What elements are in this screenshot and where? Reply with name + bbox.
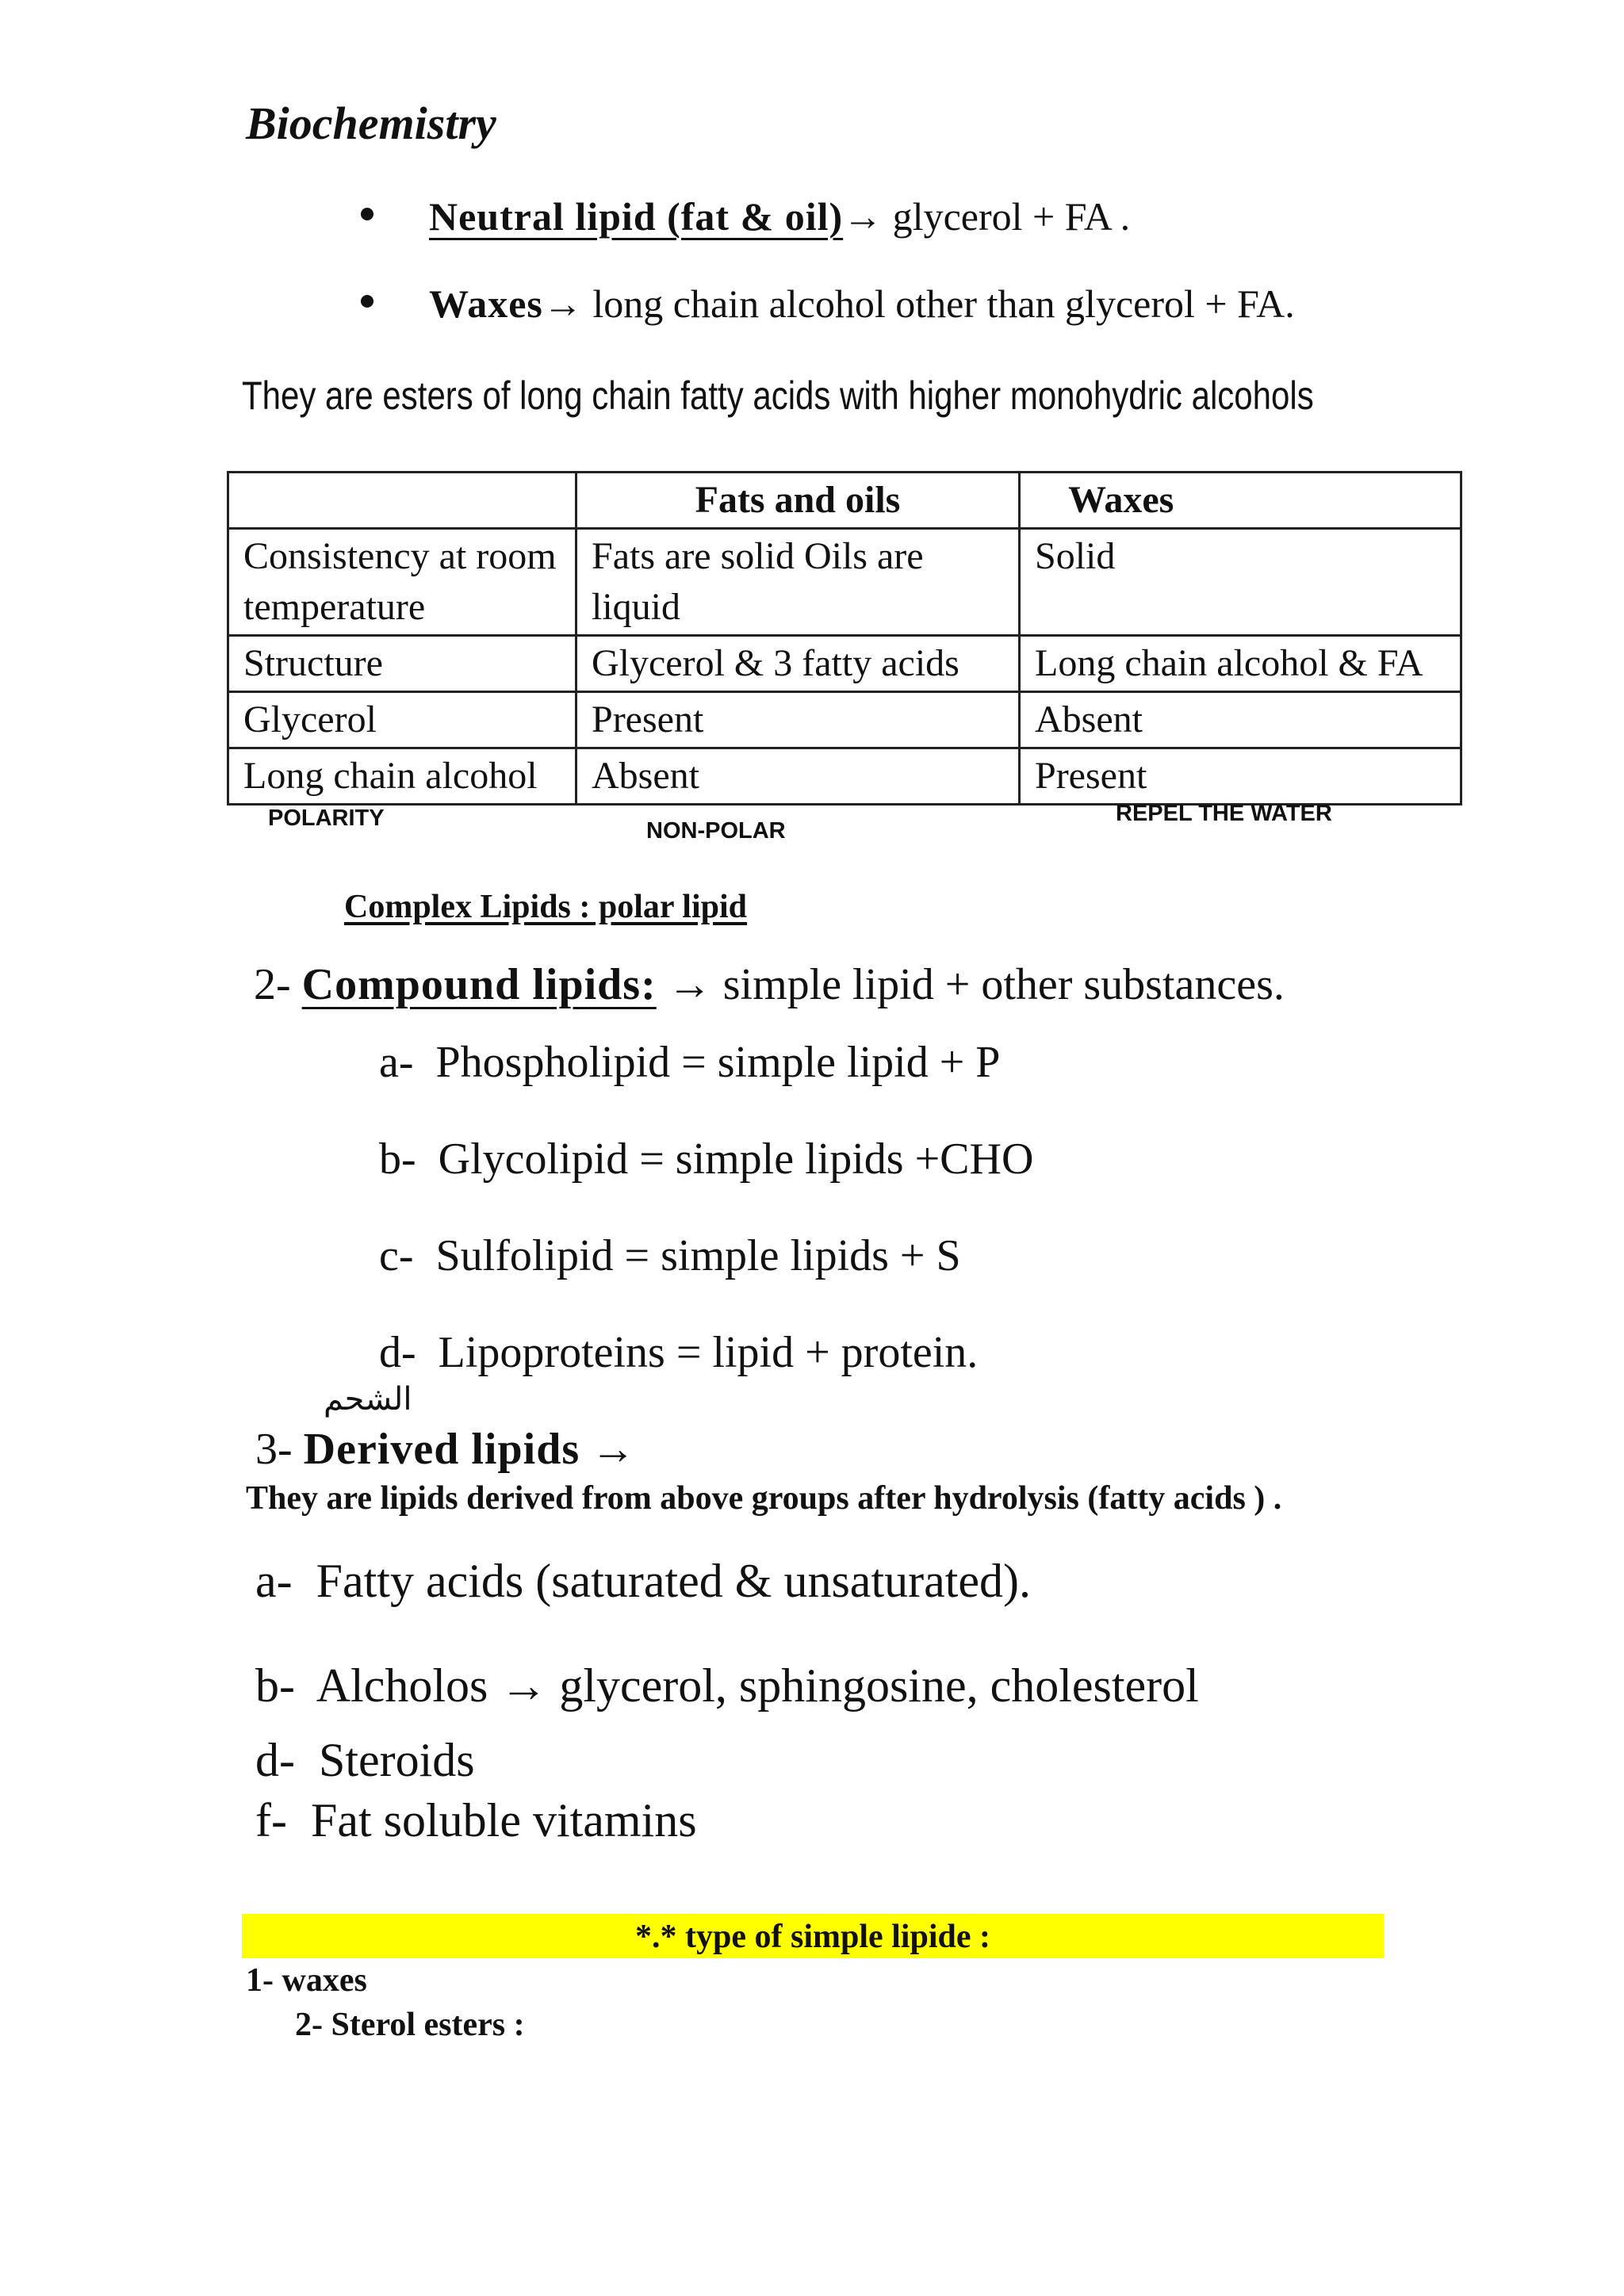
derived-lipids-line <box>255 1424 635 1475</box>
compound-number: 2- <box>254 960 291 1009</box>
table-row <box>228 748 1461 805</box>
table-cell: Structure <box>228 636 576 692</box>
table-header-row <box>228 473 1461 529</box>
table-cell: Fats are solid Oils are liquid <box>576 529 1020 636</box>
table-row <box>228 692 1461 748</box>
table-header-cell <box>228 473 576 529</box>
table-cell: Solid <box>1020 529 1461 636</box>
table-cell: Absent <box>576 748 1020 805</box>
bullet-term: Waxes <box>429 281 543 326</box>
table-cell: Present <box>1020 748 1461 805</box>
item-text: Steroids <box>318 1734 475 1786</box>
complex-lipids-heading: Complex Lipids : polar lipid <box>344 889 748 925</box>
item-letter: d- <box>379 1328 416 1377</box>
list-item: 2- Sterol esters : <box>295 2007 525 2043</box>
compound-lipids-line <box>254 959 1285 1010</box>
page-title: Biochemistry <box>246 98 496 149</box>
item-letter: a- <box>255 1555 293 1607</box>
item-letter: b- <box>379 1135 416 1184</box>
table-row <box>228 636 1461 692</box>
compound-term: Compound lipids: <box>301 960 657 1009</box>
table-cell: Consistency at room temperature <box>228 529 576 636</box>
note-repel-water: REPEL THE WATER <box>1116 801 1332 826</box>
list-item <box>255 1793 697 1848</box>
item-text: Phospholipid = simple lipid + P <box>435 1038 1001 1087</box>
bullet-term: Neutral lipid (fat & oil) <box>429 194 844 239</box>
derived-description: They are lipids derived from above groups after hydrolysis (fatty acids ) . <box>246 1480 1282 1517</box>
list-item <box>255 1659 1199 1713</box>
bullet-waxes <box>361 281 1295 327</box>
item-letter: c- <box>379 1231 414 1280</box>
list-item <box>255 1733 475 1788</box>
item-letter: d- <box>255 1734 295 1786</box>
bullet-rest: → long chain alcohol other than glycerol + FA. <box>542 281 1295 326</box>
derived-arrow: → <box>591 1425 636 1474</box>
bullet-icon <box>361 208 373 220</box>
bullet-neutral-lipid <box>361 193 1130 239</box>
derived-term: Derived lipids <box>303 1425 580 1474</box>
list-item <box>379 1327 978 1378</box>
derived-number: 3- <box>255 1425 293 1474</box>
list-item: 1- waxes <box>246 1962 367 1999</box>
item-text: Fat soluble vitamins <box>310 1794 697 1846</box>
item-text: Sulfolipid = simple lipids + S <box>435 1231 961 1280</box>
arabic-handwritten-note: الشحم <box>324 1381 412 1418</box>
item-text: Fatty acids (saturated & unsaturated). <box>316 1555 1032 1607</box>
table-cell: Present <box>576 692 1020 748</box>
table-header-cell: Fats and oils <box>576 473 1020 529</box>
table-row <box>228 529 1461 636</box>
table-cell: Glycerol & 3 fatty acids <box>576 636 1020 692</box>
table-header-cell: Waxes <box>1020 473 1461 529</box>
item-letter: a- <box>379 1038 414 1087</box>
item-text: Glycolipid = simple lipids +CHO <box>438 1135 1034 1184</box>
bullet-rest: → glycerol + FA . <box>843 194 1131 239</box>
table-cell: Absent <box>1020 692 1461 748</box>
table-cell: Glycerol <box>228 692 576 748</box>
simple-lipide-heading: *.* type of simple lipide : <box>242 1914 1384 1958</box>
list-item <box>379 1230 961 1281</box>
bullet-icon <box>361 295 373 308</box>
list-item <box>379 1037 1000 1088</box>
note-polarity: POLARITY <box>268 806 385 831</box>
item-letter: b- <box>255 1659 295 1712</box>
item-text: Lipoproteins = lipid + protein. <box>438 1328 979 1377</box>
esters-sentence: They are esters of long chain fatty acids with higher monohydric alcohols <box>242 373 1314 418</box>
list-item <box>255 1554 1031 1609</box>
compound-rest: → simple lipid + other substances. <box>656 960 1285 1009</box>
note-non-polar: NON-POLAR <box>646 818 786 844</box>
list-item <box>379 1134 1033 1184</box>
comparison-table <box>227 471 1462 806</box>
item-letter: f- <box>255 1794 287 1846</box>
table-cell: Long chain alcohol <box>228 748 576 805</box>
item-text: Alcholos → glycerol, sphingosine, cholesterol <box>316 1659 1199 1712</box>
table-cell: Long chain alcohol & FA <box>1020 636 1461 692</box>
